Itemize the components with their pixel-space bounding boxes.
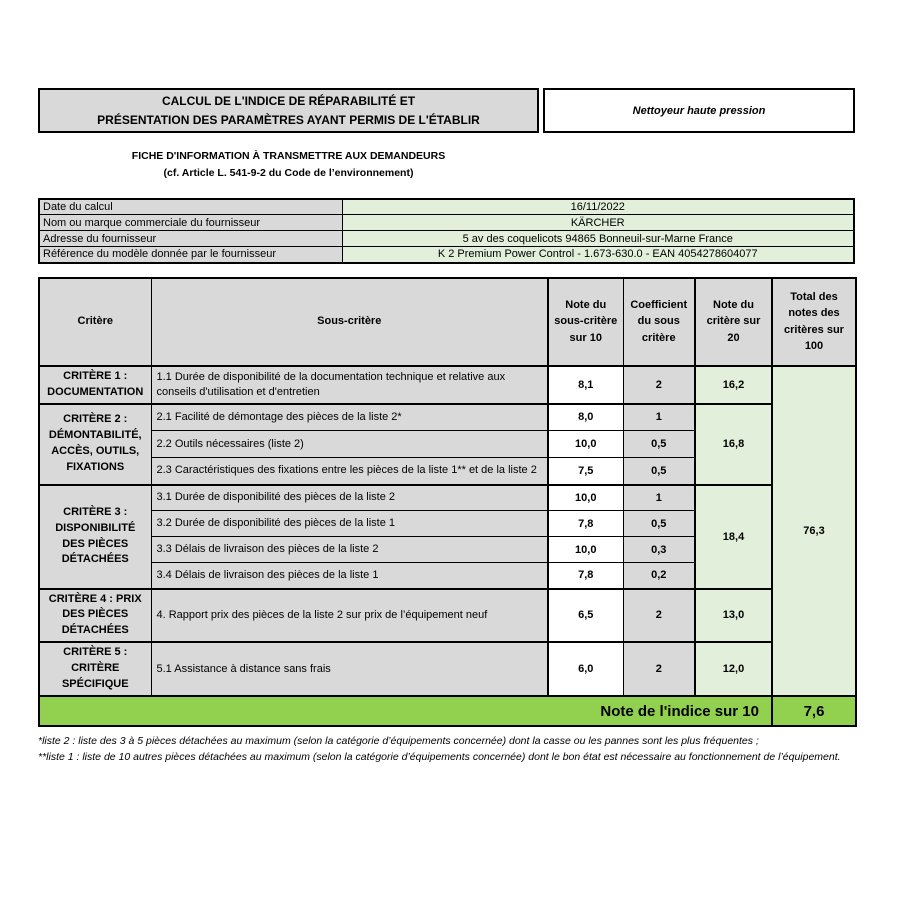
- supplier-info-table: [38, 198, 855, 264]
- info-value-date: 16/11/2022: [342, 199, 854, 215]
- sub-criterion-1-1: 1.1 Durée de disponibilité de la documentation technique et relative aux conseils d'utilisation et d'entretien: [151, 366, 548, 404]
- coeff-2-1: 1: [623, 404, 695, 431]
- criterion-5-name: CRITÈRE 5 : CRITÈRE SPÉCIFIQUE: [39, 642, 151, 696]
- score20-criterion-1: 16,2: [695, 366, 772, 404]
- criterion-2-name: CRITÈRE 2 : DÉMONTABILITÉ, ACCÈS, OUTILS, FIXATIONS: [39, 404, 151, 485]
- title-line-1: CALCUL DE L'INDICE DE RÉPARABILITÉ ET: [161, 93, 416, 108]
- subtitle-line-1: FICHE D'INFORMATION À TRANSMETTRE AUX DEMANDEURS: [131, 150, 446, 162]
- coeff-4: 2: [623, 589, 695, 643]
- info-row-brand: [39, 215, 854, 231]
- table-row: [39, 404, 856, 431]
- final-score-label: Note de l'indice sur 10: [39, 696, 772, 726]
- footnote-liste-2: *liste 2 : liste des 3 à 5 pièces détachées au maximum (selon la catégorie d’équipements concernée) dont la casse ou les pannes sont les plus fréquentes ;: [38, 735, 759, 748]
- criteria-table-header: [39, 278, 856, 366]
- table-row: [39, 485, 856, 511]
- product-category: Nettoyeur haute pression: [632, 104, 766, 117]
- criterion-3-name: CRITÈRE 3 : DISPONIBILITÉ DES PIÈCES DÉTACHÉES: [39, 485, 151, 589]
- criterion-1-name: CRITÈRE 1 : DOCUMENTATION: [39, 366, 151, 404]
- score10-5-1: 6,0: [548, 642, 623, 696]
- info-label-address: Adresse du fournisseur: [39, 231, 342, 247]
- score10-3-3: 10,0: [548, 537, 623, 563]
- score20-criterion-4: 13,0: [695, 589, 772, 643]
- coeff-3-1: 1: [623, 485, 695, 511]
- sub-criterion-3-2: 3.2 Durée de disponibilité des pièces de la liste 1: [151, 511, 548, 537]
- score20-criterion-3: 18,4: [695, 485, 772, 589]
- info-value-model: K 2 Premium Power Control - 1.673-630.0 - EAN 4054278604077: [342, 247, 854, 263]
- coeff-3-4: 0,2: [623, 563, 695, 589]
- score10-2-2: 10,0: [548, 431, 623, 458]
- header-criterion-score: Note du critère sur 20: [695, 278, 772, 366]
- score10-3-1: 10,0: [548, 485, 623, 511]
- score20-criterion-2: 16,8: [695, 404, 772, 485]
- score20-criterion-5: 12,0: [695, 642, 772, 696]
- coeff-3-2: 0,5: [623, 511, 695, 537]
- header-row: [38, 88, 855, 133]
- sub-criterion-3-4: 3.4 Délais de livraison des pièces de la liste 1: [151, 563, 548, 589]
- product-category-box: [543, 88, 855, 133]
- table-row: [39, 366, 856, 404]
- header-total: Total des notes des critères sur 100: [772, 278, 856, 366]
- score10-1-1: 8,1: [548, 366, 623, 404]
- sub-criterion-5-1: 5.1 Assistance à distance sans frais: [151, 642, 548, 696]
- coeff-1-1: 2: [623, 366, 695, 404]
- sub-criterion-2-1: 2.1 Facilité de démontage des pièces de la liste 2*: [151, 404, 548, 431]
- total-score-100: 76,3: [772, 366, 856, 697]
- coeff-3-3: 0,3: [623, 537, 695, 563]
- coeff-5-1: 2: [623, 642, 695, 696]
- footnotes: [38, 734, 855, 766]
- info-label-brand: Nom ou marque commerciale du fournisseur: [39, 215, 342, 231]
- score10-3-2: 7,8: [548, 511, 623, 537]
- info-label-date: Date du calcul: [39, 199, 342, 215]
- coeff-2-3: 0,5: [623, 458, 695, 485]
- info-value-address: 5 av des coquelicots 94865 Bonneuil-sur-Marne France: [342, 231, 854, 247]
- criteria-table: [38, 277, 857, 728]
- document-title-box: [38, 88, 539, 133]
- sub-criterion-3-3: 3.3 Délais de livraison des pièces de la liste 2: [151, 537, 548, 563]
- final-score-row: [39, 696, 856, 726]
- info-row-model: [39, 247, 854, 263]
- table-row: [39, 589, 856, 643]
- subtitle-line-2: (cf. Article L. 541-9-2 du Code de l’environnement): [163, 167, 414, 180]
- final-score-value: 7,6: [772, 696, 856, 726]
- title-line-2: PRÉSENTATION DES PARAMÈTRES AYANT PERMIS DE L'ÉTABLIR: [97, 112, 480, 127]
- score10-3-4: 7,8: [548, 563, 623, 589]
- score10-2-1: 8,0: [548, 404, 623, 431]
- score10-4: 6,5: [548, 589, 623, 643]
- header-sub-criterion: Sous-critère: [151, 278, 548, 366]
- header-coefficient: Coefficient du sous critère: [623, 278, 695, 366]
- header-sub-score: Note du sous-critère sur 10: [548, 278, 623, 366]
- score10-2-3: 7,5: [548, 458, 623, 485]
- sub-criterion-4: 4. Rapport prix des pièces de la liste 2 sur prix de l’équipement neuf: [151, 589, 548, 643]
- sub-criterion-2-3: 2.3 Caractéristiques des fixations entre les pièces de la liste 1** et de la liste 2: [151, 458, 548, 485]
- table-row: [39, 642, 856, 696]
- document-subtitle: [38, 148, 539, 183]
- sub-criterion-3-1: 3.1 Durée de disponibilité des pièces de la liste 2: [151, 485, 548, 511]
- info-row-address: [39, 231, 854, 247]
- header-criterion: Critère: [39, 278, 151, 366]
- footnote-liste-1: **liste 1 : liste de 10 autres pièces détachées au maximum (selon la catégorie d’équipements concernée) dont le bon état est nécessaire au fonctionnement de l’équipement.: [38, 750, 841, 763]
- info-value-brand: KÄRCHER: [342, 215, 854, 231]
- info-label-model: Référence du modèle donnée par le fournisseur: [39, 247, 342, 263]
- info-row-date: [39, 199, 854, 215]
- sub-criterion-2-2: 2.2 Outils nécessaires (liste 2): [151, 431, 548, 458]
- coeff-2-2: 0,5: [623, 431, 695, 458]
- criterion-4-name: CRITÈRE 4 : PRIX DES PIÈCES DÉTACHÉES: [39, 589, 151, 643]
